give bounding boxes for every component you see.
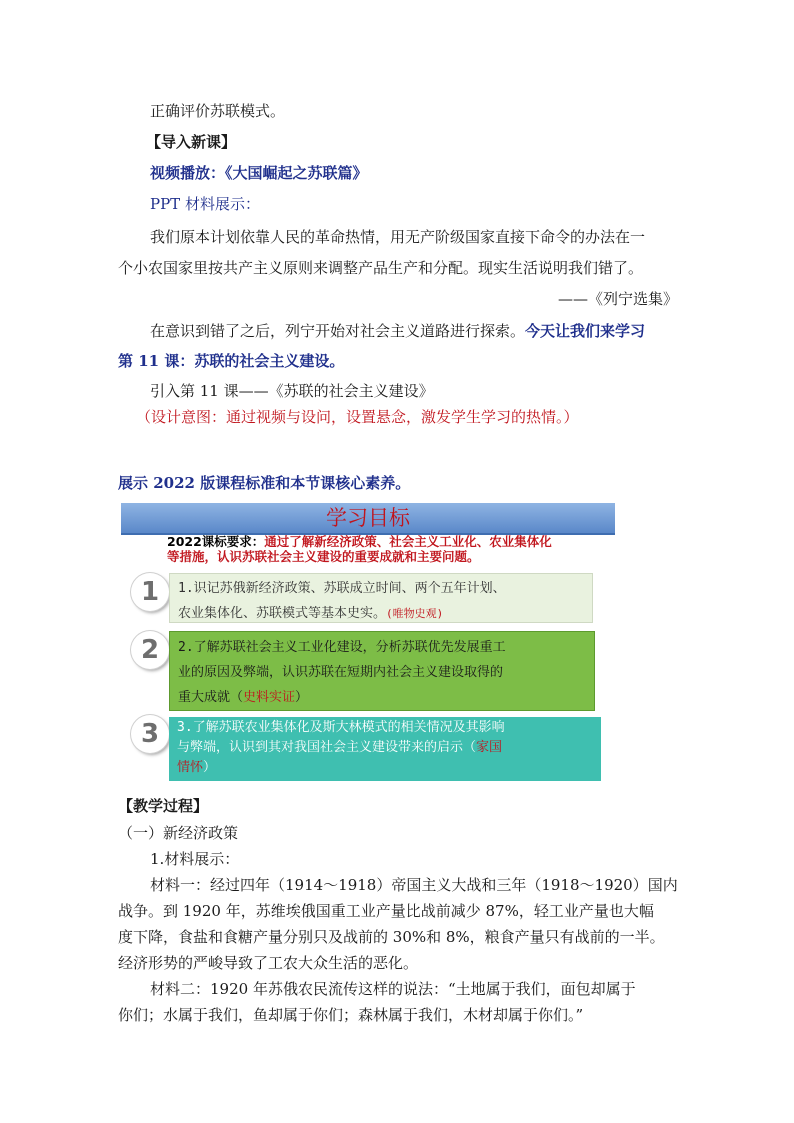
- paragraph-line-1: [150, 320, 645, 342]
- goal-2-line-1: 2.了解苏联社会主义工业化建设，分析苏联优先发展重工: [178, 640, 506, 655]
- paragraph-normal: 在意识到错了之后，列宁开始对社会主义道路进行探索。: [150, 322, 526, 340]
- req-label: 2022课标要求：: [167, 534, 265, 549]
- intro-lesson: 引入第 11 课——《苏联的社会主义建设》: [150, 382, 434, 400]
- learning-goals-slide: [121, 503, 615, 785]
- goal-2-line-2: 业的原因及弊端，认识苏联在短期内社会主义建设取得的: [178, 665, 504, 680]
- item-1: 1.材料展示：: [150, 850, 240, 868]
- goal-3-line-2: 与弊端，认识到其对我国社会主义建设带来的启示（家国: [177, 740, 503, 755]
- goal-3-line-3: 情怀）: [177, 760, 217, 775]
- paragraph-bold: 今天让我们来学习: [525, 322, 646, 340]
- goal-3-line-1: 3.了解苏联农业集体化及斯大林模式的相关情况及其影响: [177, 720, 505, 735]
- section-heading-process: 【教学过程】: [118, 797, 209, 815]
- req-text-1: 通过了解新经济政策、社会主义工业化、农业集体化: [264, 534, 552, 549]
- goal-1-line-2: 农业集体化、苏联模式等基本史实。(唯物史观): [178, 606, 444, 621]
- material-2-line-1: 材料二：1920 年苏俄农民流传这样的说法：“土地属于我们，面包却属于: [150, 980, 636, 998]
- goal-3-box: [169, 717, 601, 781]
- goal-2-tag: 史料实证: [243, 690, 296, 705]
- goal-3-badge: 3: [131, 715, 169, 753]
- design-intent: （设计意图：通过视频与设问，设置悬念，激发学生学习的热情。）: [136, 408, 579, 426]
- material-1-line-1: 材料一：经过四年（1914～1918）帝国主义大战和三年（1918～1920）国内: [150, 876, 678, 894]
- material-1-line-2: 战争。到 1920 年，苏维埃俄国重工业产量比战前减少 87%，轻工业产量也大幅: [118, 902, 654, 920]
- goal-2-box: [169, 631, 595, 711]
- quote-line-1: 我们原本计划依靠人民的革命热情，用无产阶级国家直接下命令的办法在一: [150, 228, 646, 246]
- paragraph-line-2: 第 11 课：苏联的社会主义建设。: [118, 352, 345, 370]
- slide-title: 学习目标: [326, 506, 410, 530]
- goal-3-tag-a: 家国: [476, 740, 503, 755]
- section-heading-intro: 【导入新课】: [146, 133, 237, 151]
- curriculum-requirement: [167, 534, 613, 564]
- intro-text: 正确评价苏联模式。: [150, 102, 286, 120]
- material-1-line-4: 经济形势的严峻导致了工农大众生活的恶化。: [118, 954, 419, 972]
- goal-1-box: [169, 573, 593, 623]
- quote-source: ——《列宁选集》: [558, 290, 679, 308]
- goal-2-line-3: 重大成就（史料实证）: [178, 690, 309, 705]
- material-1-line-3: 度下降，食盐和食糖产量分别只及战前的 30%和 8%，粮食产量只有战前的一半。: [118, 928, 665, 946]
- material-2-line-2: 你们；水属于我们，鱼却属于你们；森林属于我们，木材却属于你们。”: [118, 1006, 584, 1024]
- goal-1-badge: 1: [131, 573, 169, 611]
- quote-line-2: 个小农国家里按共产主义原则来调整产品生产和分配。现实生活说明我们错了。: [118, 259, 644, 277]
- goal-1-line-1: 1.识记苏俄新经济政策、苏联成立时间、两个五年计划、: [178, 581, 506, 596]
- standard-line: 展示 2022 版课程标准和本节课核心素养。: [118, 474, 411, 492]
- goal-1-tag: (唯物史观): [386, 607, 444, 620]
- ppt-label: PPT 材料展示：: [150, 195, 260, 213]
- goal-3-tag-b: 情怀: [177, 760, 204, 775]
- req-text-2: 等措施，认识苏联社会主义建设的重要成就和主要问题。: [167, 549, 480, 564]
- goal-2-badge: 2: [131, 631, 169, 669]
- subsection-1: （一）新经济政策: [118, 824, 239, 842]
- video-label: 视频播放：《大国崛起之苏联篇》: [150, 164, 368, 182]
